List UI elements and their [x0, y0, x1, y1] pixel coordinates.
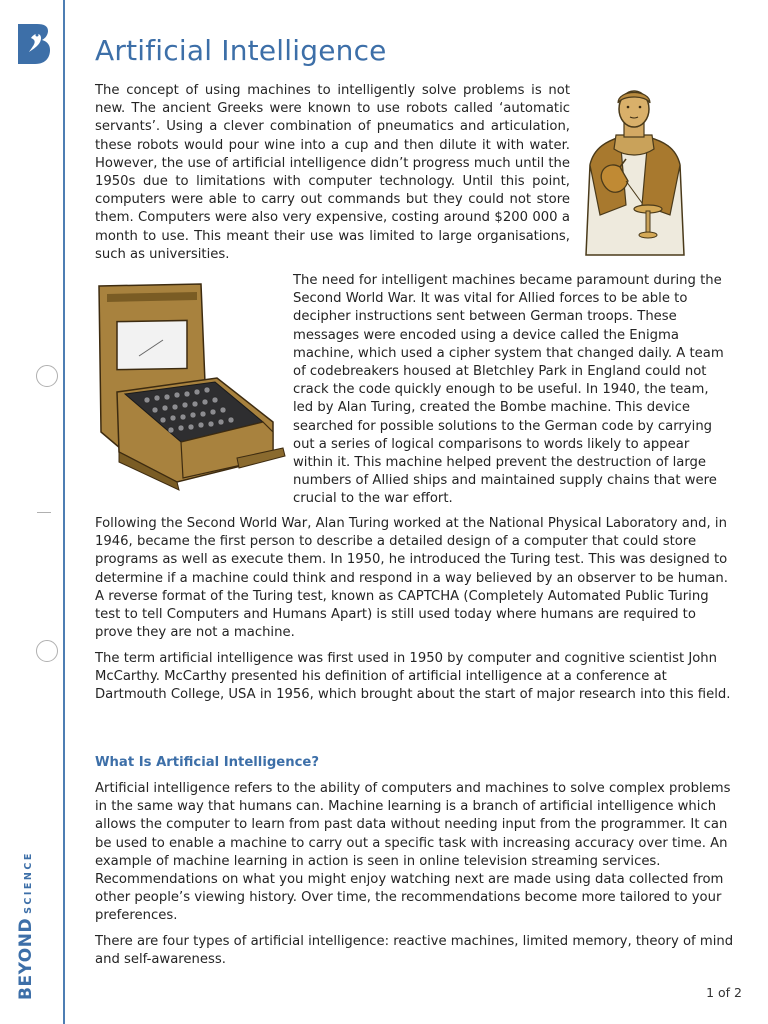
section-heading: What Is Artificial Intelligence? — [95, 755, 320, 770]
paragraph-greek-robots: The concept of using machines to intelligently solve problems is not new. The ancient Greeks were known to use robots called ‘automatic servants’. Using a clever combination of pneumatics and articulation, these robots would pour wine into a cup and then dilute it with water. However, the use of artificial intelligence didn’t progress much until the 1950s due to limitations with computer technology. Until this point, computers were able to carry out commands but they could not store them. Computers were also very expensive, costing around $200 000 a month to use. This meant their use was limited to large organisations, such as universities. — [95, 83, 570, 262]
greek-automaton-illustration — [580, 85, 688, 257]
paragraph-ai-types: There are four types of artificial intelligence: reactive machines, limited memory, theory of mind and self-awareness. — [95, 934, 734, 968]
fold-mark — [37, 512, 51, 513]
brand-name: BEYOND — [16, 917, 36, 1000]
paragraph-ai-definition: Artificial intelligence refers to the ability of computers and machines to solve complex problems in the same way that humans can. Machine learning is a branch of artificial intelligence which allows the computer to learn from past data without needing input from the programmer. It can be used to enable a machine to carry out a specific task with increasing accuracy over time. An example of machine learning in action is seen in online television streaming services. Recommendations on what you might enjoy watching next are made using data collected from other people’s viewing history. Over time, the recommendations become more tailored to your preferences. — [95, 781, 731, 924]
enigma-machine-illustration — [97, 282, 287, 496]
margin-rule — [63, 0, 65, 1024]
brand-wordmark — [16, 851, 36, 1000]
page-number: 1 of 2 — [706, 985, 742, 1000]
page-title: Artificial Intelligence — [95, 34, 387, 67]
binder-hole — [36, 365, 58, 387]
paragraph-turing: Following the Second World War, Alan Turing worked at the National Physical Laboratory and, in 1946, became the first person to describe a detailed design of a computer that could store programs as well as execute them. In 1950, he introduced the Turing test. This was designed to determine if a machine could think and respond in a way believed by an observer to be human. A reverse format of the Turing test, known as CAPTCHA (Completely Automated Public Turing test to tell Computers and Humans Apart) is still used today where humans are required to prove they are not a machine. — [95, 516, 728, 641]
beyond-logo-icon — [15, 22, 51, 66]
paragraph-mccarthy: The term artificial intelligence was first used in 1950 by computer and cognitive scientist John McCarthy. McCarthy presented his definition of artificial intelligence at a conference at Dartmouth College, USA in 1956, which brought about the start of major research into this field. — [95, 651, 731, 703]
paragraph-enigma: The need for intelligent machines became paramount during the Second World War. It was vital for Allied forces to be able to decipher instructions sent between German troops. These messages were encoded using a device called the Enigma machine, which used a cipher system that changed daily. A team of codebreakers housed at Bletchley Park in England could not crack the code quickly enough to be useful. In 1940, the team, led by Alan Turing, created the Bombe machine. This device searched for possible solutions to the German code by carrying out a series of logical comparisons to words likely to appear within it. This machine helped prevent the destruction of large numbers of Allied ships and maintained supply chains that were crucial to the war effort. — [293, 273, 724, 507]
binder-hole — [36, 640, 58, 662]
brand-subtitle: SCIENCE — [23, 851, 34, 914]
